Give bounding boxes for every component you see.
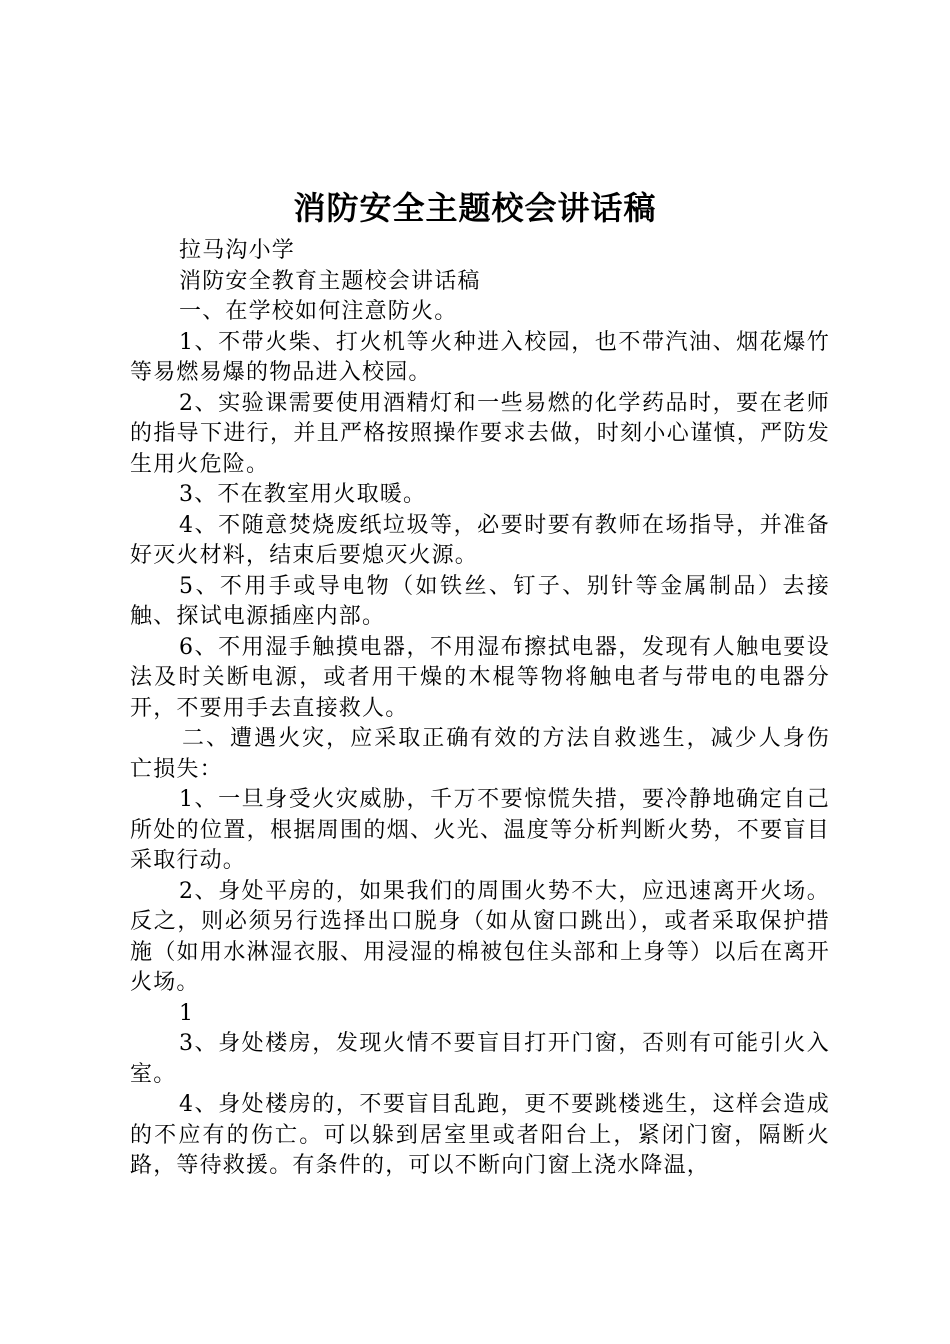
paragraph: 2、身处平房的，如果我们的周围火势不大，应迅速离开火场。反之，则必须另行选择出口脱身（如从窗口跳出），或者采取保护措施（如用水淋湿衣服、用浸湿的棉被包住头部和上身等）以后在离开火场。 <box>130 878 830 995</box>
paragraph: 1、一旦身受火灾威胁，千万不要惊慌失措，要冷静地确定自己所处的位置，根据周围的烟、火光、温度等分析判断火势，不要盲目采取行动。 <box>130 787 830 873</box>
paragraph: 4、不随意焚烧废纸垃圾等，必要时要有教师在场指导，并准备好灭火材料，结束后要熄灭火源。 <box>130 512 830 568</box>
paragraph: 4、身处楼房的，不要盲目乱跑，更不要跳楼逃生，这样会造成的不应有的伤亡。可以躲到居室里或者阳台上，紧闭门窗，隔断火路，等待救援。有条件的，可以不断向门窗上浇水降温， <box>130 1092 830 1178</box>
paragraph: 2、实验课需要使用酒精灯和一些易燃的化学药品时，要在老师的指导下进行，并且严格按照操作要求去做，时刻小心谨慎，严防发生用火危险。 <box>130 390 830 477</box>
paragraph: 3、身处楼房，发现火情不要盲目打开门窗，否则有可能引火入室。 <box>130 1031 830 1087</box>
page-number: 1 <box>179 1000 195 1026</box>
section-heading-2: 二、遭遇火灾，应采取正确有效的方法自救逃生，减少人身伤亡损失： <box>130 726 830 782</box>
subtitle: 消防安全教育主题校会讲话稿 <box>179 268 481 294</box>
paragraph: 5、不用手或导电物（如铁丝、钉子、别针等金属制品）去接触、探试电源插座内部。 <box>130 573 830 629</box>
paragraph: 3、不在教室用火取暖。 <box>179 482 427 507</box>
document-body <box>130 236 830 1182</box>
paragraph: 6、不用湿手触摸电器，不用湿布擦拭电器，发现有人触电要设法及时关断电源，或者用干燥的木棍等物将触电者与带电的电器分开，不要用手去直接救人。 <box>130 634 830 721</box>
paragraph: 1、不带火柴、打火机等火种进入校园，也不带汽油、烟花爆竹等易燃易爆的物品进入校园。 <box>130 329 830 385</box>
section-heading-1: 一、在学校如何注意防火。 <box>179 299 458 324</box>
document-title: 消防安全主题校会讲话稿 <box>293 189 657 227</box>
school-name: 拉马沟小学 <box>179 238 296 263</box>
